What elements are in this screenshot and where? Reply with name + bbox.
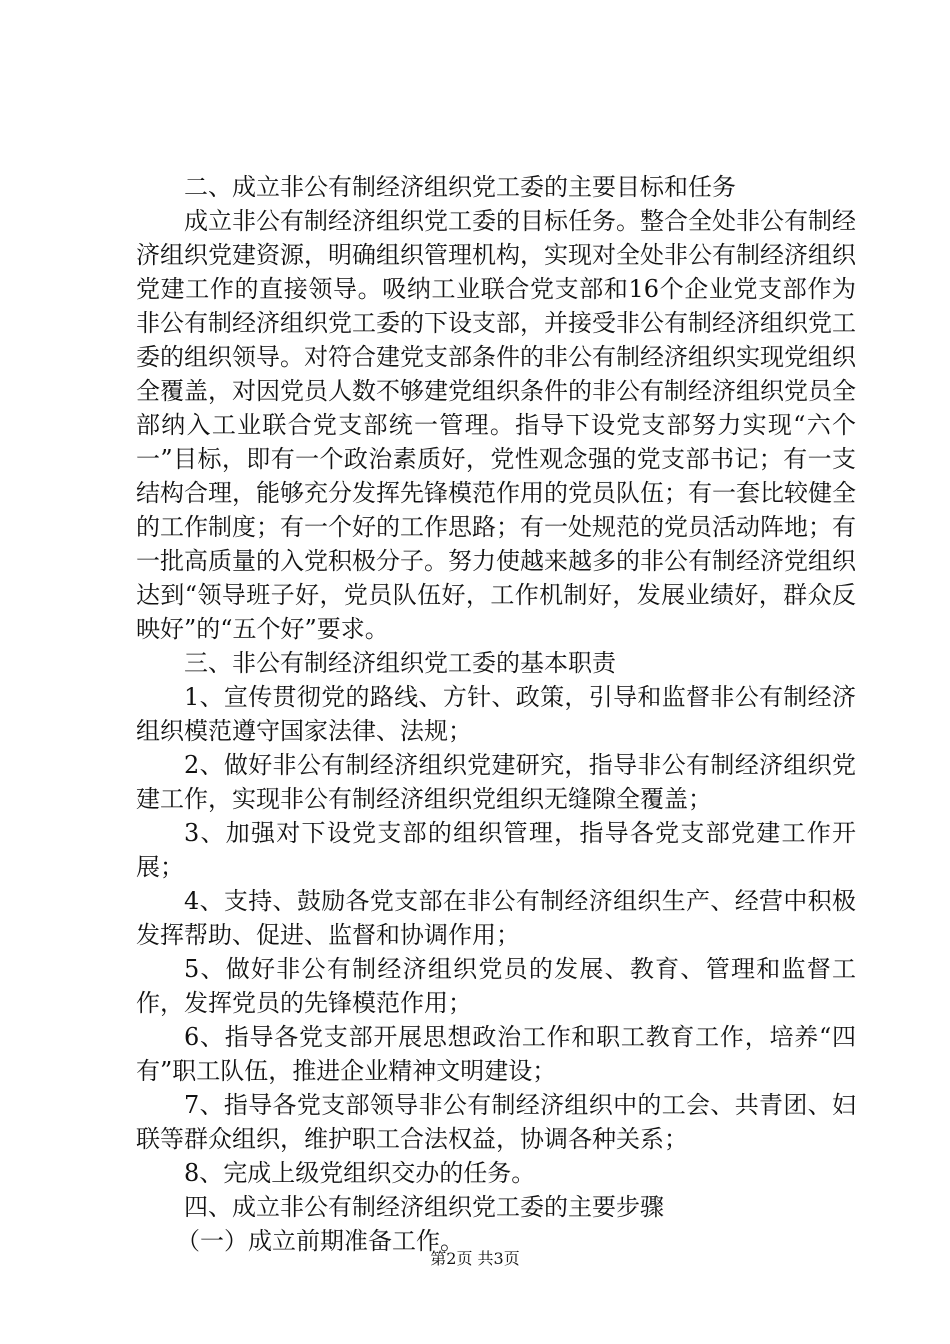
duty-item-7: 7、指导各党支部领导非公有制经济组织中的工会、共青团、妇联等群众组织，维护职工合法权益，协调各种关系； bbox=[136, 1091, 856, 1153]
section-heading-4: 四、成立非公有制经济组织党工委的主要步骤 bbox=[184, 1193, 664, 1221]
duty-item-8: 8、完成上级党组织交办的任务。 bbox=[184, 1159, 536, 1187]
duty-item-4: 4、支持、鼓励各党支部在非公有制经济组织生产、经营中积极发挥帮助、促进、监督和协调作用； bbox=[136, 887, 856, 949]
duty-item-6: 6、指导各党支部开展思想政治工作和职工教育工作，培养“四有”职工队伍，推进企业精神文明建设； bbox=[136, 1023, 856, 1085]
section-heading-2: 二、成立非公有制经济组织党工委的主要目标和任务 bbox=[184, 173, 736, 201]
page-number-footer: 第2页 共3页 bbox=[430, 1249, 520, 1268]
duty-item-2: 2、做好非公有制经济组织党建研究，指导非公有制经济组织党建工作，实现非公有制经济组织党组织无缝隙全覆盖； bbox=[136, 751, 856, 813]
body-paragraph-goals: 成立非公有制经济组织党工委的目标任务。整合全处非公有制经济组织党建资源，明确组织管理机构，实现对全处非公有制经济组织党建工作的直接领导。吸纳工业联合党支部和16个企业党支部作为非公有制经济组织党工委的下设支部，并接受非公有制经济组织党工委的组织领导。对符合建党支部条件的非公有制经济组织实现党组织全覆盖，对因党员人数不够建党组织条件的非公有制经济组织党员全部纳入工业联合党支部统一管理。指导下设党支部努力实现“六个一”目标，即有一个政治素质好，党性观念强的党支部书记；有一支结构合理，能够充分发挥先锋模范作用的党员队伍；有一套比较健全的工作制度；有一个好的工作思路；有一处规范的党员活动阵地；有一批高质量的入党积极分子。努力使越来越多的非公有制经济党组织达到“领导班子好，党员队伍好，工作机制好，发展业绩好，群众反映好”的“五个好”要求。 bbox=[136, 207, 856, 643]
subsection-heading-1: （一）成立前期准备工作。 bbox=[176, 1227, 464, 1255]
duty-item-5: 5、做好非公有制经济组织党员的发展、教育、管理和监督工作，发挥党员的先锋模范作用； bbox=[136, 955, 856, 1017]
duty-item-3: 3、加强对下设党支部的组织管理，指导各党支部党建工作开展； bbox=[136, 819, 856, 881]
duty-item-1: 1、宣传贯彻党的路线、方针、政策，引导和监督非公有制经济组织模范遵守国家法律、法规； bbox=[136, 683, 856, 745]
document-body bbox=[136, 170, 856, 1258]
section-heading-3: 三、非公有制经济组织党工委的基本职责 bbox=[184, 649, 616, 677]
